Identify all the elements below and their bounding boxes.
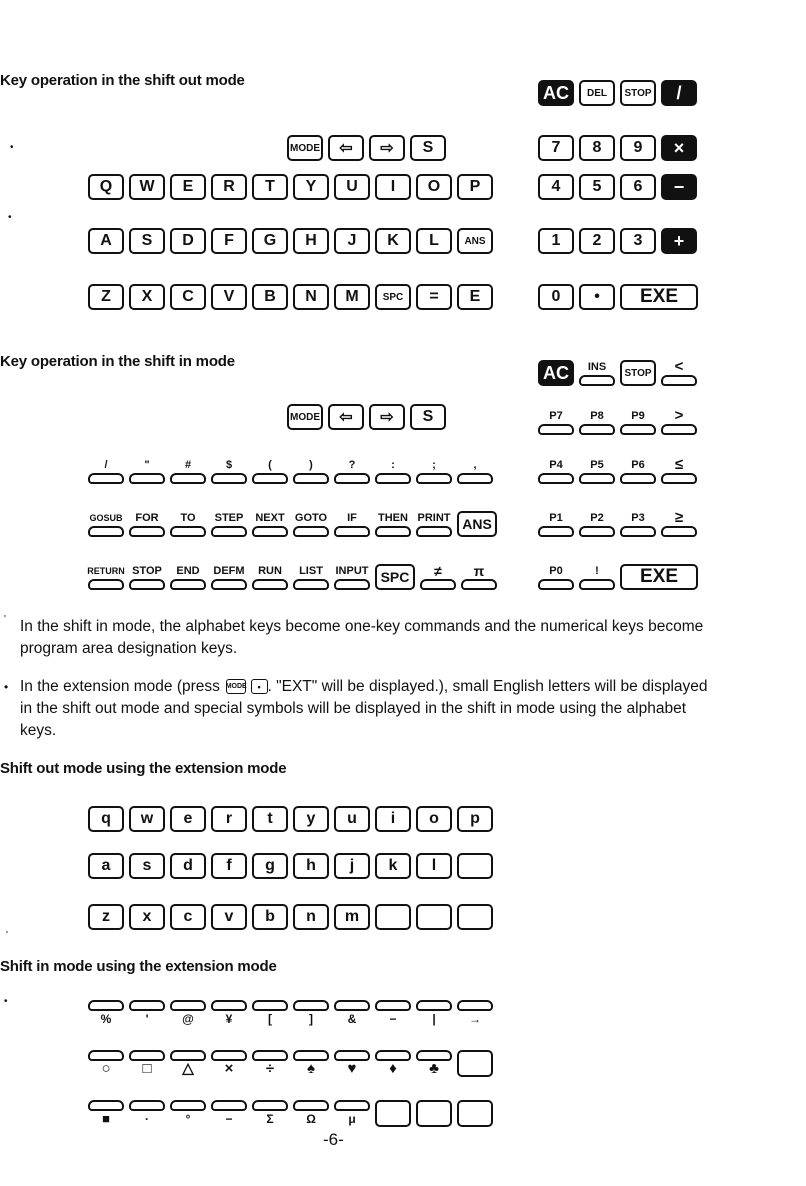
key-h: H <box>293 228 329 254</box>
key-stop: STOP <box>620 80 656 106</box>
key-u-lower: u <box>334 806 370 832</box>
key-e: E <box>170 174 206 200</box>
key-omega-ext: Ω <box>293 1100 329 1127</box>
key-excl: ! <box>579 563 615 590</box>
numpad-in-row-3 <box>538 457 702 484</box>
numpad-row-2 <box>538 135 702 161</box>
key-d-lower: d <box>170 853 206 879</box>
key-mode-in: MODE <box>287 404 323 430</box>
heading-ext-shift-out: Shift out mode using the extension mode <box>0 760 287 777</box>
key-times-ext: × <box>211 1050 247 1077</box>
margin-mark: • <box>4 680 9 694</box>
key-question-in: ? <box>334 457 370 484</box>
key-run: RUN <box>252 563 288 590</box>
margin-mark: ' <box>4 614 6 625</box>
key-goto: GOTO <box>293 510 329 537</box>
key-s: S <box>410 135 446 161</box>
key-circle-ext: ○ <box>88 1050 124 1077</box>
key-end: END <box>170 563 206 590</box>
key-z-lower: z <box>88 904 124 930</box>
ext-row-2 <box>88 853 498 879</box>
key-l-lower: l <box>416 853 452 879</box>
key-defm: DEFM <box>211 563 247 590</box>
key-p8: P8 <box>579 408 615 435</box>
key-plus: + <box>661 228 697 254</box>
key-apostrophe-ext: ' <box>129 1000 165 1027</box>
key-minus: − <box>661 174 697 200</box>
key-p9: P9 <box>620 408 656 435</box>
key-ins: INS <box>579 359 615 386</box>
key-arrow-ext: → <box>457 1000 493 1027</box>
key-yen-ext: ¥ <box>211 1000 247 1027</box>
key-p1: P1 <box>538 510 574 537</box>
margin-mark: • <box>10 142 14 153</box>
key-a-lower: a <box>88 853 124 879</box>
key-d: D <box>170 228 206 254</box>
command-row-1 <box>88 510 502 537</box>
key-r-lower: r <box>211 806 247 832</box>
key-lbracket-ext: [ <box>252 1000 288 1027</box>
key-to: TO <box>170 510 206 537</box>
key-s: S <box>129 228 165 254</box>
key-p6: P6 <box>620 457 656 484</box>
key-rbracket-ext: ] <box>293 1000 329 1027</box>
key-divide: / <box>661 80 697 106</box>
alpha-row-3 <box>88 284 498 310</box>
key-c-lower: c <box>170 904 206 930</box>
key-ac-in: AC <box>538 360 574 386</box>
key-percent-ext: % <box>88 1000 124 1027</box>
numpad-row-3 <box>538 174 702 200</box>
key-p2: P2 <box>579 510 615 537</box>
key-right: ⇨ <box>369 135 405 161</box>
key-block-ext: ■ <box>88 1100 124 1127</box>
key-multiply: × <box>661 135 697 161</box>
key-quote-in: " <box>129 457 165 484</box>
key-blank <box>375 904 411 930</box>
key-b-lower: b <box>252 904 288 930</box>
key-le: ≤ <box>661 457 697 484</box>
key-t-lower: t <box>252 806 288 832</box>
key-semicolon-in: ; <box>416 457 452 484</box>
key-square-ext: □ <box>129 1050 165 1077</box>
key-equals: = <box>416 284 452 310</box>
key-blank <box>457 1050 493 1077</box>
key-at-ext: @ <box>170 1000 206 1027</box>
key-then: THEN <box>375 510 411 537</box>
key-return: RETURN <box>88 563 124 590</box>
key-degree-ext: ° <box>170 1100 206 1127</box>
key-gt: > <box>661 408 697 435</box>
heading-ext-shift-in: Shift in mode using the extension mode <box>0 958 277 975</box>
key-j: J <box>334 228 370 254</box>
key-f: F <box>211 228 247 254</box>
key-i: I <box>375 174 411 200</box>
key-ge: ≥ <box>661 510 697 537</box>
key-slash-in: / <box>88 457 124 484</box>
key-h-lower: h <box>293 853 329 879</box>
key-next: NEXT <box>252 510 288 537</box>
key-o-lower: o <box>416 806 452 832</box>
key-f-lower: f <box>211 853 247 879</box>
ext-in-row-3 <box>88 1100 498 1127</box>
numpad-in-row-5 <box>538 563 703 590</box>
alpha-row-1 <box>88 174 498 200</box>
key-lparen-in: ( <box>252 457 288 484</box>
key-5: 5 <box>579 174 615 200</box>
ext-row-3 <box>88 904 498 930</box>
key-ne: ≠ <box>420 563 456 590</box>
key-g-lower: g <box>252 853 288 879</box>
key-ans-in: ANS <box>457 511 497 537</box>
key-b: B <box>252 284 288 310</box>
key-1: 1 <box>538 228 574 254</box>
key-j-lower: j <box>334 853 370 879</box>
key-y-lower: y <box>293 806 329 832</box>
key-if: IF <box>334 510 370 537</box>
key-y: Y <box>293 174 329 200</box>
key-diamond-ext: ♦ <box>375 1050 411 1077</box>
key-p: P <box>457 174 493 200</box>
ext-in-row-1 <box>88 1000 498 1027</box>
key-middot-ext: · <box>129 1100 165 1127</box>
control-row-shift-in <box>287 404 451 430</box>
key-x: X <box>129 284 165 310</box>
key-ans: ANS <box>457 228 493 254</box>
key-z: Z <box>88 284 124 310</box>
key-pi: π <box>461 563 497 590</box>
key-heart-ext: ♥ <box>334 1050 370 1077</box>
key-i-lower: i <box>375 806 411 832</box>
key-k-lower: k <box>375 853 411 879</box>
symbol-row-in <box>88 457 498 484</box>
key-v: V <box>211 284 247 310</box>
page-number: -6- <box>323 1130 344 1149</box>
key-left-in: ⇦ <box>328 404 364 430</box>
key-hash-in: # <box>170 457 206 484</box>
key-t: T <box>252 174 288 200</box>
numpad-in-row-1 <box>538 355 702 386</box>
key-g: G <box>252 228 288 254</box>
key-q-lower: q <box>88 806 124 832</box>
key-p3: P3 <box>620 510 656 537</box>
key-blank <box>457 1100 493 1127</box>
heading-shift-in: Key operation in the shift in mode <box>0 353 235 370</box>
key-gosub: GOSUB <box>88 510 124 537</box>
key-del: DEL <box>579 80 615 106</box>
key-r: R <box>211 174 247 200</box>
key-spc: SPC <box>375 284 411 310</box>
paragraph-extension <box>20 676 708 742</box>
key-spade-ext: ♠ <box>293 1050 329 1077</box>
ext-row-1 <box>88 806 498 832</box>
key-q: Q <box>88 174 124 200</box>
key-w: W <box>129 174 165 200</box>
key-dollar-in: $ <box>211 457 247 484</box>
key-right-in: ⇨ <box>369 404 405 430</box>
key-m: M <box>334 284 370 310</box>
numpad-row-4 <box>538 228 702 254</box>
key-exp: E <box>457 284 493 310</box>
key-dash-ext: − <box>375 1000 411 1027</box>
key-s-in: S <box>410 404 446 430</box>
key-p0: P0 <box>538 563 574 590</box>
paragraph-ext-part-a: In the extension mode (press <box>20 678 220 695</box>
key-3: 3 <box>620 228 656 254</box>
key-left: ⇦ <box>328 135 364 161</box>
key-rparen-in: ) <box>293 457 329 484</box>
control-row-shift-out <box>287 135 451 161</box>
key-p5: P5 <box>579 457 615 484</box>
key-input: INPUT <box>334 563 370 590</box>
key-p7: P7 <box>538 408 574 435</box>
key-sigma-ext: Σ <box>252 1100 288 1127</box>
key-7: 7 <box>538 135 574 161</box>
key-2: 2 <box>579 228 615 254</box>
key-pipe-ext: | <box>416 1000 452 1027</box>
key-c: C <box>170 284 206 310</box>
key-print: PRINT <box>416 510 452 537</box>
key-ampersand-ext: & <box>334 1000 370 1027</box>
key-o: O <box>416 174 452 200</box>
margin-mark: • <box>4 996 8 1007</box>
key-l: L <box>416 228 452 254</box>
key-blank <box>416 1100 452 1127</box>
key-stop-cmd: STOP <box>129 563 165 590</box>
key-exe-in: EXE <box>620 564 698 590</box>
key-club-ext: ♣ <box>416 1050 452 1077</box>
alpha-row-2 <box>88 228 498 254</box>
key-0: 0 <box>538 284 574 310</box>
key-blank <box>375 1100 411 1127</box>
key-a: A <box>88 228 124 254</box>
key-step: STEP <box>211 510 247 537</box>
key-9: 9 <box>620 135 656 161</box>
paragraph-ext-part-b: . "EXT" will be displayed.), small English letters will be displayed in the shift out mode and special symbols will be displayed in the shift in mode using the alphabet keys. <box>20 678 708 739</box>
key-ac: AC <box>538 80 574 106</box>
key-blank <box>416 904 452 930</box>
key-mu-ext: μ <box>334 1100 370 1127</box>
key-spc-in: SPC <box>375 564 415 590</box>
key-list: LIST <box>293 563 329 590</box>
key-u: U <box>334 174 370 200</box>
key-w-lower: w <box>129 806 165 832</box>
key-m-lower: m <box>334 904 370 930</box>
key-n-lower: n <box>293 904 329 930</box>
command-row-2 <box>88 563 502 590</box>
key-6: 6 <box>620 174 656 200</box>
ext-in-row-2 <box>88 1050 498 1077</box>
key-4: 4 <box>538 174 574 200</box>
key-s-lower: s <box>129 853 165 879</box>
key-mode: MODE <box>287 135 323 161</box>
key-8: 8 <box>579 135 615 161</box>
numpad-row-5 <box>538 284 703 310</box>
numpad-in-row-4 <box>538 510 702 537</box>
numpad-row-1 <box>538 80 702 106</box>
inline-key-dot: • <box>251 679 268 694</box>
numpad-in-row-2 <box>538 408 702 435</box>
key-stop-in: STOP <box>620 360 656 386</box>
heading-shift-out: Key operation in the shift out mode <box>0 72 245 89</box>
key-for: FOR <box>129 510 165 537</box>
key-p-lower: p <box>457 806 493 832</box>
key-exe: EXE <box>620 284 698 310</box>
key-e-lower: e <box>170 806 206 832</box>
margin-mark: ' <box>6 930 8 941</box>
key-p4: P4 <box>538 457 574 484</box>
key-triangle-ext: △ <box>170 1050 206 1077</box>
paragraph-shift-in: In the shift in mode, the alphabet keys become one-key commands and the numerical keys become program area designation keys. <box>20 618 704 657</box>
inline-key-mode: MODE <box>226 679 246 694</box>
key-blank <box>457 853 493 879</box>
key-comma-in: , <box>457 457 493 484</box>
key-divide-ext: ÷ <box>252 1050 288 1077</box>
margin-mark: • <box>8 212 12 223</box>
key-x-lower: x <box>129 904 165 930</box>
key-lt: < <box>661 359 697 386</box>
key-k: K <box>375 228 411 254</box>
key-n: N <box>293 284 329 310</box>
key-minus-ext: − <box>211 1100 247 1127</box>
key-blank <box>457 904 493 930</box>
key-colon-in: : <box>375 457 411 484</box>
key-dot: • <box>579 284 615 310</box>
key-v-lower: v <box>211 904 247 930</box>
